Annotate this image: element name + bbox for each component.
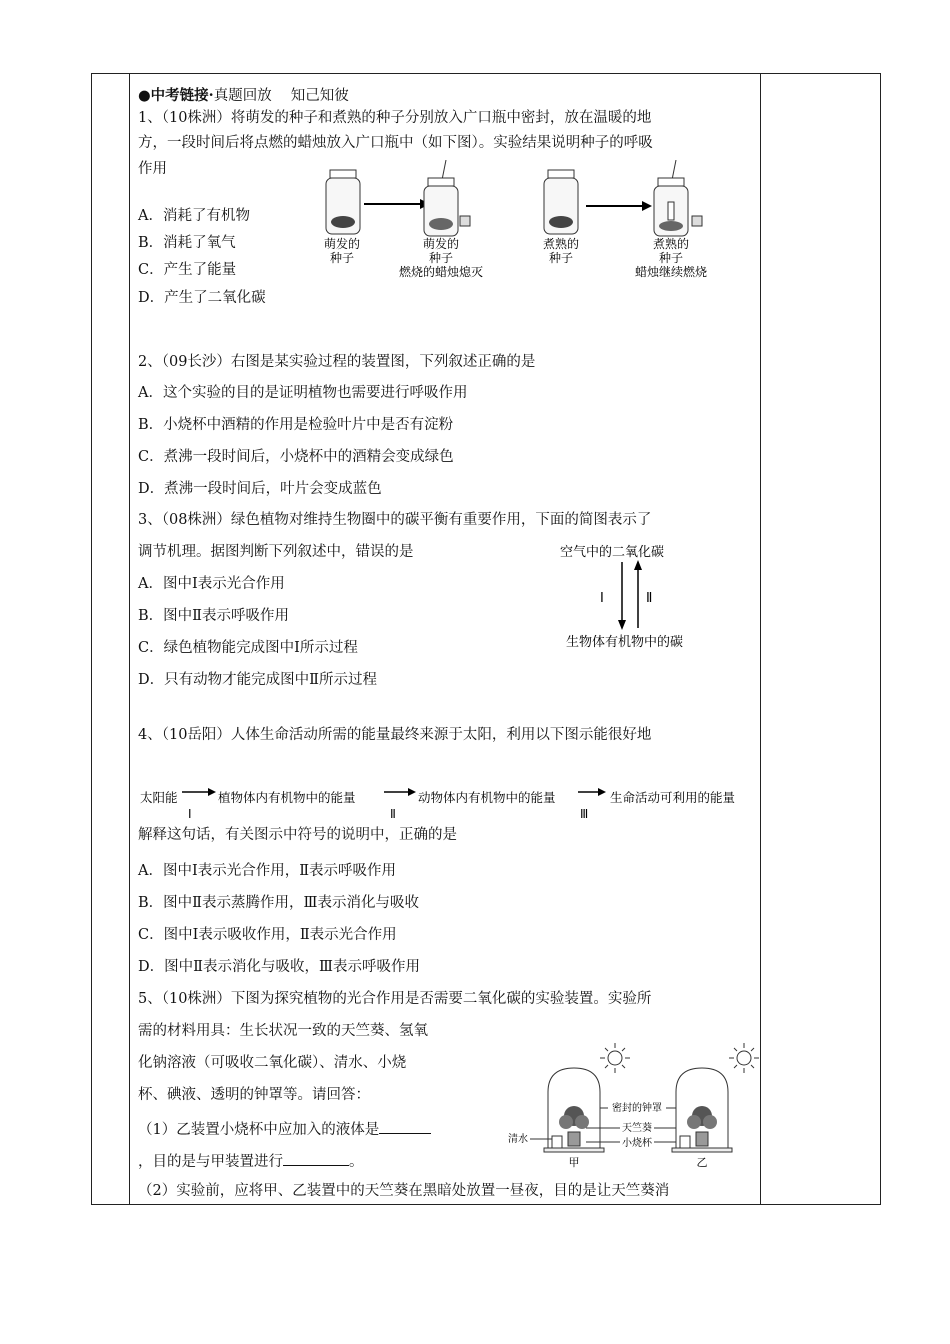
bell-jar-experiment-figure	[500, 1040, 760, 1170]
flow-step-sun: 太阳能	[140, 790, 178, 805]
jar1-label-a: 萌发的	[323, 237, 361, 251]
sun-icon	[729, 1043, 759, 1073]
small-beaker-2	[680, 1136, 690, 1148]
q1-option-c: C．产生了能量	[138, 262, 237, 278]
q3-line2: 调节机理。据图判断下列叙述中，错误的是	[138, 544, 414, 560]
section-title: ●中考链接·	[138, 87, 214, 104]
q4-option-c: C．图中Ⅰ表示吸收作用，Ⅱ表示光合作用	[138, 927, 397, 943]
q4-option-d: D．图中Ⅱ表示消化与吸收，Ⅲ表示呼吸作用	[138, 959, 420, 975]
label-bell-jar: 密封的钟罩	[612, 1103, 662, 1114]
q1-option-d: D．产生了二氧化碳	[138, 290, 266, 306]
answer-blank-1[interactable]	[379, 1119, 431, 1134]
q1-jars-figure	[320, 160, 740, 285]
energy-flow-diagram	[138, 780, 758, 820]
jar4-label-b: 种子	[658, 251, 684, 265]
q4-option-a: A．图中Ⅰ表示光合作用，Ⅱ表示呼吸作用	[138, 863, 397, 879]
jar3-label-a: 煮熟的	[542, 237, 580, 251]
q5-line1: 5、（10株洲）下图为探究植物的光合作用是否需要二氧化碳的实验装置。实验所	[138, 991, 652, 1007]
q5-question1-end: 。	[349, 1154, 364, 1170]
q2-option-a: A．这个实验的目的是证明植物也需要进行呼吸作用	[138, 385, 468, 401]
column-divider-left	[129, 73, 130, 1205]
answer-blank-2[interactable]	[283, 1151, 349, 1166]
q4-stem: 4、（10岳阳）人体生命活动所需的能量最终来源于太阳，利用以下图示能很好地	[138, 727, 652, 743]
q5-question1-cont-text: ，目的是与甲装置进行	[138, 1154, 283, 1170]
jar2-label-c: 燃烧的蜡烛熄灭	[398, 265, 484, 279]
q3-line1: 3、（08株洲）绿色植物对维持生物圈中的碳平衡有重要作用，下面的简图表示了	[138, 512, 652, 528]
label-water: 清水	[508, 1134, 528, 1145]
q5-question1	[138, 1119, 431, 1138]
section-subtitle: 真题回放 知己知彼	[213, 88, 349, 104]
geranium-plant-icon	[687, 1106, 717, 1146]
q5-line4: 杯、碘液、透明的钟罩等。请回答：	[138, 1087, 370, 1103]
column-divider-right	[760, 73, 761, 1205]
q3-option-d: D．只有动物才能完成图中Ⅱ所示过程	[138, 672, 377, 688]
flow-mark-3: Ⅲ	[580, 807, 589, 820]
carbon-cycle-diagram	[560, 540, 740, 655]
label-yi: 乙	[696, 1156, 708, 1169]
q3-option-a: A．图中Ⅰ表示光合作用	[138, 576, 285, 592]
jar1-label-b: 种子	[329, 251, 355, 265]
diagram-process-2: Ⅱ	[646, 591, 653, 606]
flow-mark-1: Ⅰ	[188, 807, 192, 820]
label-jia: 甲	[568, 1156, 580, 1169]
label-plant: 天竺葵	[622, 1123, 652, 1134]
q1-option-a: A．消耗了有机物	[138, 208, 250, 224]
q1-line1: 1、（10株洲）将萌发的种子和煮熟的种子分别放入广口瓶中密封，放在温暖的地	[138, 110, 652, 126]
q2-option-c: C．煮沸一段时间后，小烧杯中的酒精会变成绿色	[138, 449, 454, 465]
q5-question1-cont	[138, 1151, 364, 1170]
jar3-label-b: 种子	[548, 251, 574, 265]
q1-option-b: B．消耗了氧气	[138, 235, 236, 251]
diagram-top-label: 空气中的二氧化碳	[560, 545, 665, 560]
flow-step-animal: 动物体内有机物中的能量	[418, 790, 556, 805]
diagram-bottom-label: 生物体有机物中的碳	[566, 635, 684, 650]
flow-step-plant: 植物体内有机物中的能量	[218, 790, 356, 805]
geranium-plant-icon	[559, 1106, 589, 1146]
jar2-label-a: 萌发的	[422, 237, 460, 251]
small-beaker-1	[552, 1136, 562, 1148]
q1-line3: 作用	[138, 161, 167, 177]
q3-option-c: C．绿色植物能完成图中Ⅰ所示过程	[138, 640, 358, 656]
jar4-label-c: 蜡烛继续燃烧	[634, 265, 708, 279]
q5-question2: （2）实验前，应将甲、乙装置中的天竺葵在黑暗处放置一昼夜，目的是让天竺葵消	[138, 1183, 670, 1199]
section-heading	[138, 88, 349, 104]
jar-candle-out-icon	[424, 160, 470, 236]
q2-option-d: D．煮沸一段时间后，叶片会变成蓝色	[138, 481, 382, 497]
jar2-label-b: 种子	[428, 251, 454, 265]
q4-option-b: B．图中Ⅱ表示蒸腾作用，Ⅲ表示消化与吸收	[138, 895, 419, 911]
sun-icon	[600, 1043, 630, 1073]
label-small-beaker: 小烧杯	[622, 1138, 652, 1149]
q5-line2: 需的材料用具：生长状况一致的天竺葵、氢氧	[138, 1023, 428, 1039]
diagram-process-1: Ⅰ	[600, 591, 604, 606]
q1-line2: 方，一段时间后将点燃的蜡烛放入广口瓶中（如下图）。实验结果说明种子的呼吸	[138, 135, 653, 151]
q2-stem: 2、（09长沙）右图是某实验过程的装置图，下列叙述正确的是	[138, 354, 536, 370]
q3-option-b: B．图中Ⅱ表示呼吸作用	[138, 608, 290, 624]
q4-line2: 解释这句话，有关图示中符号的说明中，正确的是	[138, 827, 457, 843]
jar-boiled-seeds-icon	[544, 170, 578, 234]
jar4-label-a: 煮熟的	[652, 237, 690, 251]
flow-mark-2: Ⅱ	[390, 807, 396, 820]
q2-option-b: B．小烧杯中酒精的作用是检验叶片中是否有淀粉	[138, 417, 454, 433]
q5-question1-text: （1）乙装置小烧杯中应加入的液体是	[138, 1122, 380, 1138]
jar-sprouting-seeds-icon	[326, 170, 360, 234]
q5-line3: 化钠溶液（可吸收二氧化碳）、清水、小烧	[138, 1055, 407, 1071]
jar-candle-burning-icon	[654, 160, 702, 236]
flow-step-life: 生命活动可利用的能量	[610, 790, 736, 805]
